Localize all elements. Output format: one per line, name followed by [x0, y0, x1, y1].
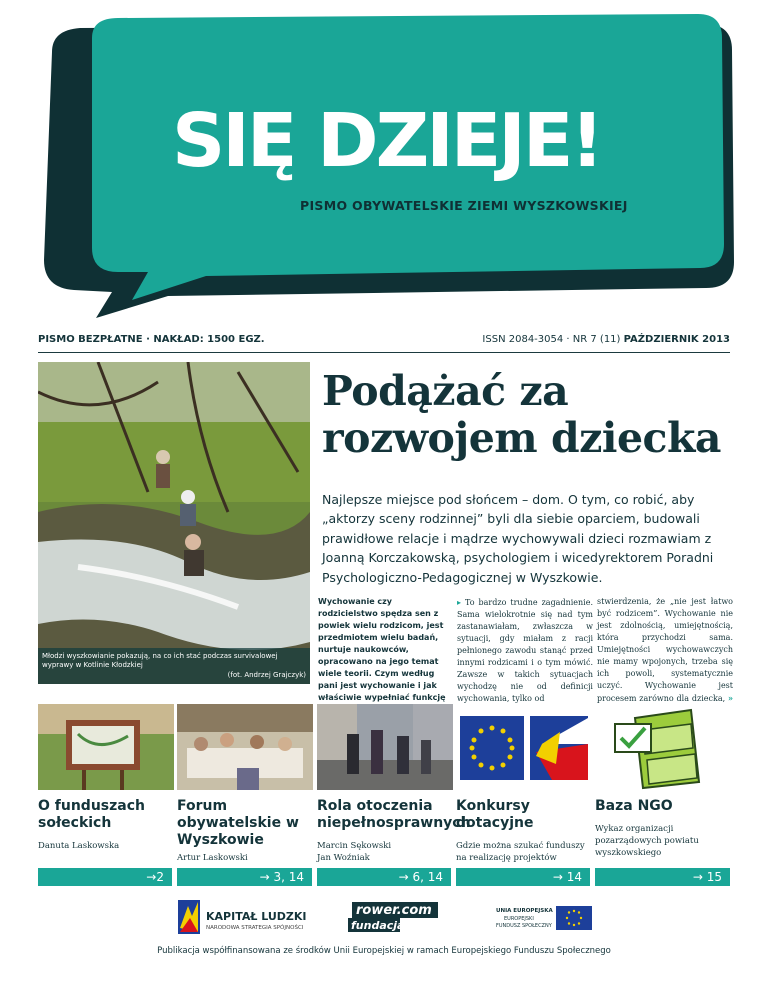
eu-logo-line3: FUNDUSZ SPOŁECZNY — [496, 923, 552, 929]
tile-ngo[interactable] — [595, 704, 731, 860]
issue-date: PAŹDZIERNIK 2013 — [623, 334, 730, 345]
page-ref-disabled[interactable]: → 6, 14 — [317, 868, 451, 886]
issue-info-left: PISMO BEZPŁATNE · NAKŁAD: 1500 EGZ. — [38, 334, 265, 345]
kapital-ludzki-name: KAPITAŁ LUDZKI — [206, 910, 307, 923]
fundacja-logo-text: fundacja — [351, 919, 405, 932]
street-photo — [317, 704, 453, 790]
issue-info-right — [482, 334, 730, 345]
header-divider — [38, 352, 730, 353]
issn-number: ISSN 2084-3054 · NR 7 (11) — [482, 334, 621, 345]
eu-logo-line2: EUROPEJSKI — [504, 916, 534, 922]
article-column-3-text: stwierdzenia, że „nie jest łatwo być rodzicem”. Wychowanie nie jest zdolnością, umiejętnością, która przychodzi sama. Umiejętności wychowawczych nie mamy wpojonych, trzeba się ich powoli, systematycznie uczyć. Wychowanie jest procesem zarówno dla dziecka, — [597, 597, 733, 703]
kapital-ludzki-emblem — [178, 898, 204, 938]
tile-title: Forum obywatelskie w Wyszkowie — [177, 798, 299, 848]
article-column-2 — [457, 596, 593, 705]
kapital-ludzki-subtitle: NARODOWA STRATEGIA SPÓJNOŚCI — [206, 925, 304, 931]
answer-marker: ▸ — [457, 597, 462, 607]
kapital-ludzki-logo — [178, 898, 318, 938]
tile-title: Konkursy dotacyjne — [456, 798, 534, 831]
page-ref-forum[interactable]: → 3, 14 — [177, 868, 312, 886]
article-column-3 — [597, 596, 733, 718]
tile-forum-author: Artur Laskowski — [177, 853, 248, 863]
river-scene-image — [38, 362, 310, 684]
masthead-title: SIĘ DZIEJE! — [172, 98, 602, 184]
article-lead: Najlepsze miejsce pod słońcem – dom. O tym, co robić, aby „aktorzy sceny rodzinnej” byli dla siebie oparciem, budowali prawidłowe relacje i mądrze wychowywali dzieci rozmawiam z Joanną Korczakowską, psychologiem i wicedyrektorem Poradni Psychologiczno-Pedagogicznej w Wyszkowie. — [322, 492, 714, 585]
page-ref-ngo[interactable]: → 15 — [595, 868, 730, 886]
photo-caption-text: Młodzi wyszkowianie pokazują, na co ich stać podczas survivalowej wyprawy w Kotlinie Kłodzkiej — [42, 651, 278, 670]
tile-description: Gdzie można szukać funduszy na realizację projektów — [456, 840, 585, 863]
funding-statement: Publikacja współfinansowana ze środków Unii Europejskiej w ramach Europejskiego Funduszu Społecznego — [157, 946, 611, 956]
tile-forum[interactable] — [177, 704, 313, 848]
masthead-subtitle: PISMO OBYWATELSKIE ZIEMI WYSZKOWSKIEJ — [300, 198, 628, 213]
main-photo — [38, 362, 310, 684]
photo-caption — [38, 648, 310, 684]
photo-credit: (fot. Andrzej Grajczyk) — [227, 670, 306, 679]
rower-com-logo-text: rower.com — [356, 903, 432, 918]
eu-flags-image — [456, 704, 592, 790]
tile-disabled[interactable] — [317, 704, 471, 864]
eu-logo-line1: UNIA EUROPEJSKA — [496, 908, 553, 914]
file-cabinet-icon — [595, 704, 731, 790]
tile-author: Marcin Sękowski Jan Woźniak — [317, 840, 392, 863]
tile-grants[interactable] — [456, 704, 592, 864]
page-ref-grants[interactable]: → 14 — [456, 868, 590, 886]
tile-funds[interactable] — [38, 704, 174, 852]
article-question: Wychowanie czy rodzicielstwo spędza sen z powiek wielu rodzicom, jest przedmiotem wielu badań, nurtuje naukowców, opracowano na jego temat wiele teorii. Czym według pani jest wychowanie i jak właściwie wypełniać funkcję — [318, 597, 446, 702]
tile-title: O funduszach sołeckich — [38, 798, 145, 831]
tile-author: Danuta Laskowska — [38, 840, 120, 851]
rower-com-logo — [348, 900, 440, 934]
eu-flag-icon — [556, 906, 592, 930]
page-ref-funds[interactable]: →2 — [38, 868, 172, 886]
tile-description: Wykaz organizacji pozarządowych powiatu wyszkowskiego — [595, 823, 699, 859]
notice-board-photo — [38, 704, 174, 790]
tile-title: Baza NGO — [595, 798, 673, 814]
tile-title: Rola otoczenia niepełnosprawnych — [317, 798, 471, 831]
eu-logo — [496, 906, 596, 936]
article-headline: Podążać za rozwojem dziecka — [322, 367, 721, 462]
continued-link[interactable]: » — [728, 693, 733, 703]
meeting-photo — [177, 704, 313, 790]
article-column-2-text: To bardzo trudne zagadnienie. Sama wielokrotnie się nad tym zastanawiałam, zwłaszcza w sytuacji, gdy miałam z racji pełnionego zawodu stanąć przed innymi rodzicami i o tym mówić. Zawsze w takich sytuacjach wychodzę nie od definicji wychowania, tylko od — [457, 598, 594, 703]
